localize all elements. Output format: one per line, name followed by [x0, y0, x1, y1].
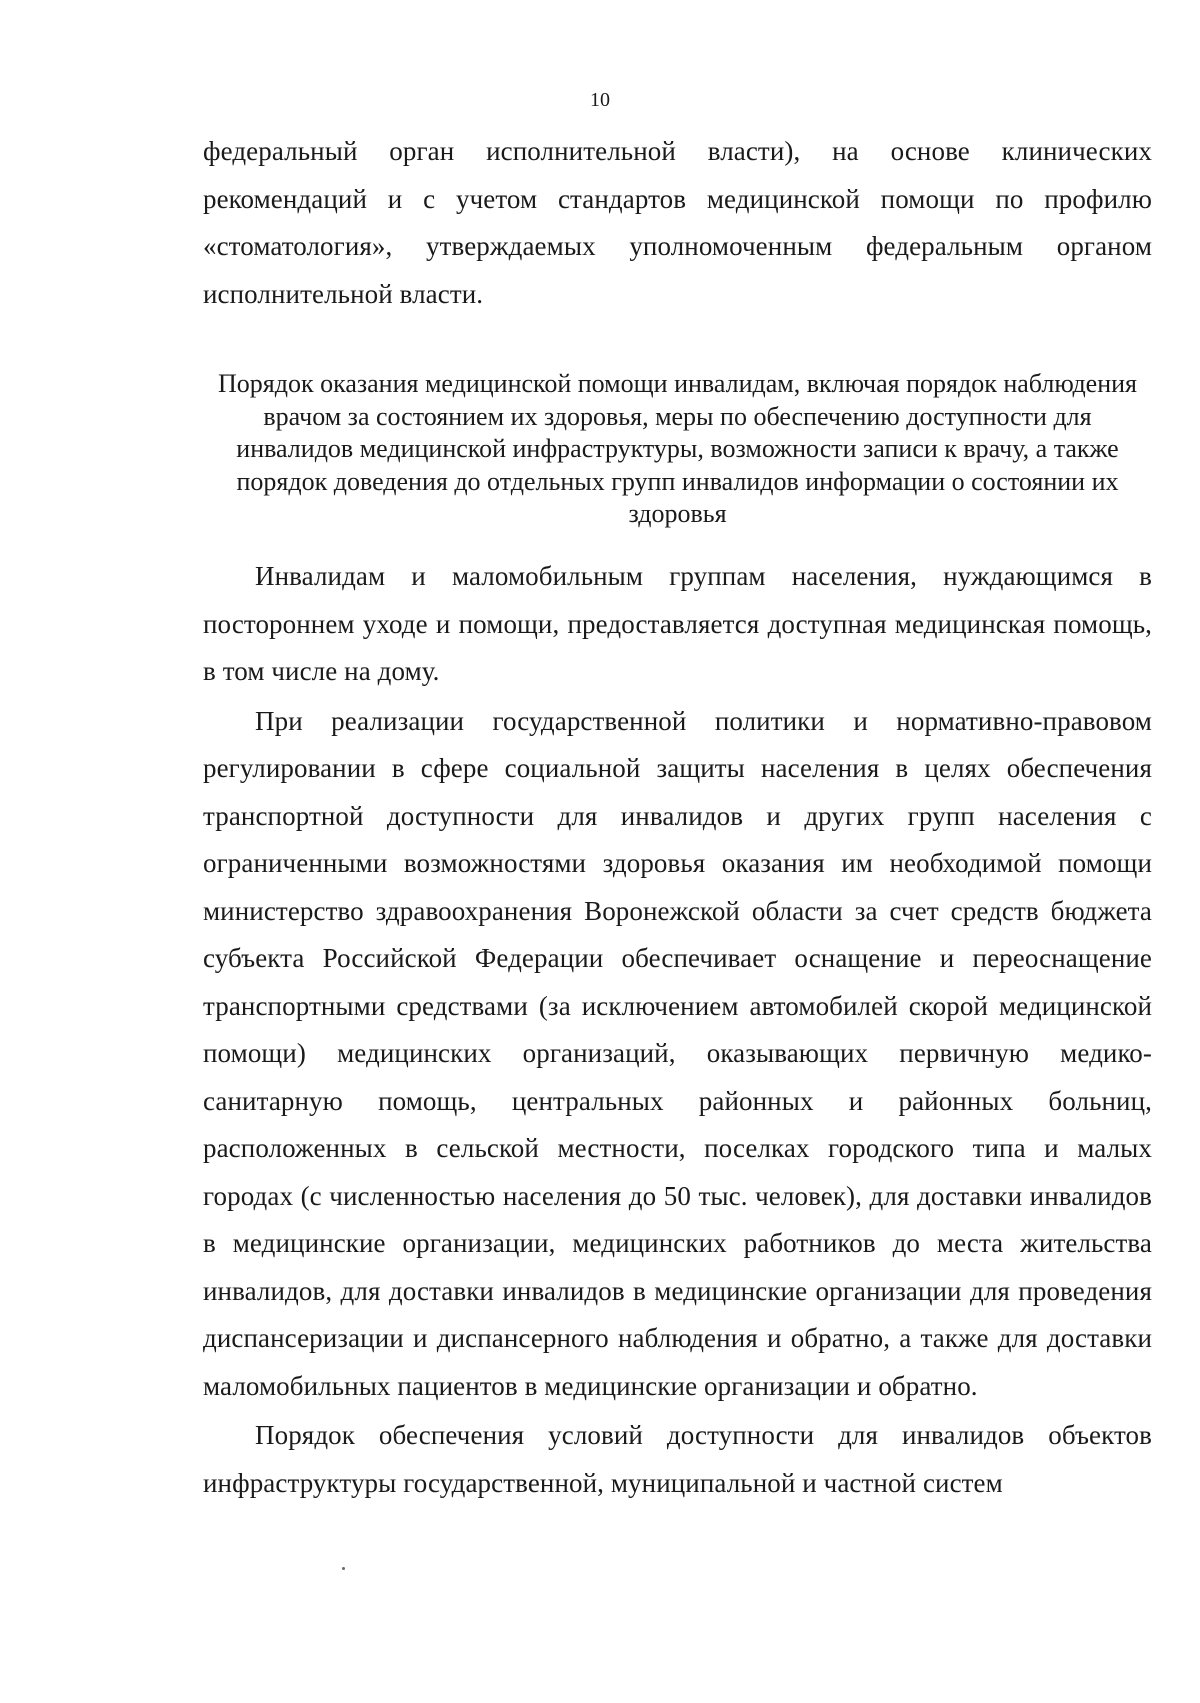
page-number: 10	[590, 89, 610, 111]
paragraph-infrastructure-access: Порядок обеспечения условий доступности для инвалидов объектов инфраструктуры государственной, муниципальной и частной систем	[203, 1420, 1152, 1498]
paragraph-transport-accessibility: При реализации государственной политики и нормативно-правовом регулировании в сфере социальной защиты населения в целях обеспечения транспортной доступности для инвалидов и других групп населения с ограниченными возможностями здоровья оказания им необходимой помощи министерство здравоохранения Воронежской области за счет средств бюджета субъекта Российской Федерации обеспечивает оснащение и переоснащение транспортными средствами (за исключением автомобилей скорой медицинской помощи) медицинских организаций, оказывающих первичную медико-санитарную помощь, центральных районных и районных больниц, расположенных в сельской местности, поселках городского типа и малых городах (с численностью населения до 50 тыс. человек), для доставки инвалидов в медицинские организации, медицинских работников до места жительства инвалидов, для доставки инвалидов в медицинские организации для проведения диспансеризации и диспансерного наблюдения и обратно, а также для доставки маломобильных пациентов в медицинские организации и обратно.	[203, 705, 1152, 1401]
section-heading: Порядок оказания медицинской помощи инвалидам, включая порядок наблюдения врачом за состоянием их здоровья, меры по обеспечению доступности для инвалидов медицинской инфраструктуры, возможности записи к врачу, а также порядок доведения до отдельных групп инвалидов информации о состоянии их здоровья	[217, 369, 1137, 528]
intro-paragraph: федеральный орган исполнительной власти), на основе клинических рекомендаций и с учетом стандартов медицинской помощи по профилю «стоматология», утверждаемых уполномоченным федеральным органом исполнительной власти.	[203, 136, 1152, 309]
main-text-block	[203, 553, 1152, 1507]
scan-speck	[342, 1567, 345, 1570]
paragraph-disabled-care: Инвалидам и маломобильным группам населения, нуждающимся в постороннем уходе и помощи, предоставляется доступная медицинская помощь, в том числе на дому.	[203, 561, 1152, 686]
intro-block	[203, 128, 1152, 318]
